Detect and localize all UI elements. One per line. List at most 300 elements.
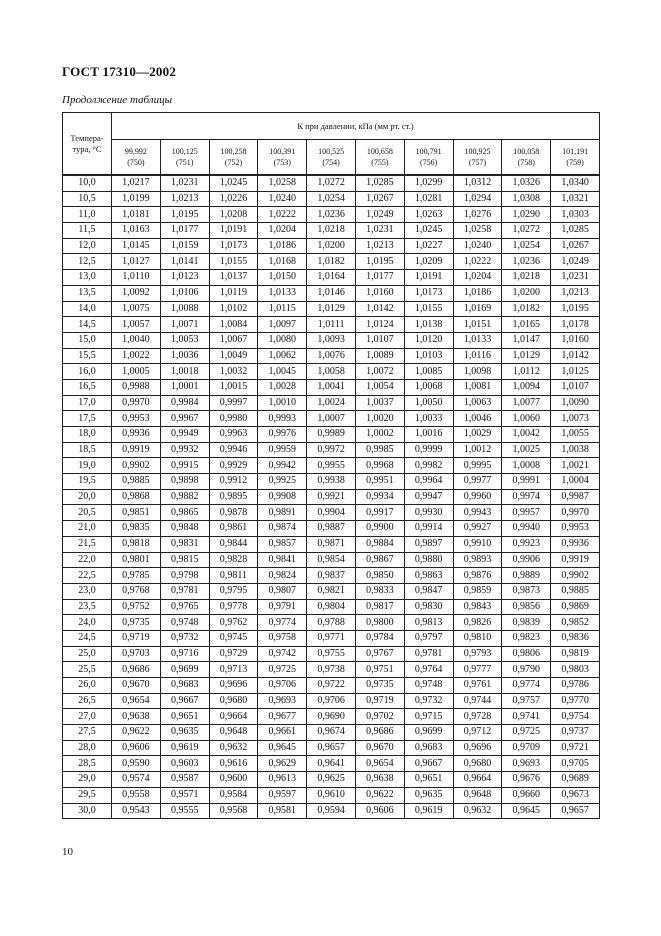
factor-value-cell: 0,9874	[258, 521, 307, 537]
table-row	[63, 427, 600, 443]
factor-value-cell: 0,9878	[209, 505, 258, 521]
factor-value-cell: 1,0204	[258, 223, 307, 239]
factor-value-cell: 0,9953	[112, 411, 161, 427]
factor-value-cell: 0,9793	[453, 646, 502, 662]
factor-value-cell: 0,9837	[307, 568, 356, 584]
factor-value-cell: 1,0191	[404, 270, 453, 286]
temperature-cell: 17,5	[63, 411, 112, 427]
table-row	[63, 678, 600, 694]
factor-value-cell: 0,9921	[307, 489, 356, 505]
temperature-cell: 21,5	[63, 536, 112, 552]
factor-value-cell: 0,9957	[502, 505, 551, 521]
factor-value-cell: 0,9785	[112, 568, 161, 584]
factor-value-cell: 0,9960	[453, 489, 502, 505]
factor-value-cell: 1,0147	[502, 332, 551, 348]
pressure-mmhg-label: (757)	[468, 158, 487, 167]
temperature-cell: 11,5	[63, 223, 112, 239]
factor-value-cell: 0,9895	[209, 489, 258, 505]
factor-value-cell: 1,0015	[209, 379, 258, 395]
factor-value-cell: 1,0240	[453, 238, 502, 254]
factor-value-cell: 1,0072	[355, 364, 404, 380]
factor-value-cell: 0,9917	[355, 505, 404, 521]
factor-value-cell: 0,9571	[160, 787, 209, 803]
temperature-cell: 26,0	[63, 678, 112, 694]
factor-value-cell: 1,0004	[551, 474, 600, 490]
factor-value-cell: 1,0088	[160, 301, 209, 317]
factor-value-cell: 1,0133	[258, 285, 307, 301]
factor-value-cell: 0,9841	[258, 552, 307, 568]
factor-value-cell: 1,0159	[160, 238, 209, 254]
factor-value-cell: 0,9758	[258, 630, 307, 646]
factor-value-cell: 0,9955	[307, 458, 356, 474]
pressure-column-header	[258, 140, 307, 176]
factor-value-cell: 1,0160	[355, 285, 404, 301]
pressure-kpa-label: 100,525	[318, 147, 345, 156]
factor-value-cell: 0,9885	[551, 583, 600, 599]
factor-value-cell: 0,9555	[160, 803, 209, 819]
factor-value-cell: 1,0267	[551, 238, 600, 254]
factor-value-cell: 1,0080	[258, 332, 307, 348]
factor-value-cell: 0,9709	[502, 740, 551, 756]
factor-value-cell: 0,9824	[258, 568, 307, 584]
factor-value-cell: 1,0285	[551, 223, 600, 239]
factor-value-cell: 0,9999	[404, 442, 453, 458]
factor-value-cell: 0,9638	[355, 772, 404, 788]
factor-value-cell: 1,0142	[355, 301, 404, 317]
factor-value-cell: 0,9674	[307, 725, 356, 741]
factor-value-cell: 1,0191	[209, 223, 258, 239]
factor-value-cell: 0,9777	[453, 662, 502, 678]
factor-value-cell: 1,0016	[404, 427, 453, 443]
factor-value-cell: 1,0054	[355, 379, 404, 395]
factor-value-cell: 0,9677	[258, 709, 307, 725]
factor-value-cell: 0,9790	[502, 662, 551, 678]
factor-value-cell: 1,0218	[307, 223, 356, 239]
factor-value-cell: 0,9742	[258, 646, 307, 662]
factor-value-cell: 1,0103	[404, 348, 453, 364]
factor-value-cell: 1,0340	[551, 175, 600, 191]
table-row	[63, 552, 600, 568]
factor-value-cell: 0,9606	[112, 740, 161, 756]
factor-value-cell: 0,9942	[258, 458, 307, 474]
factor-value-cell: 0,9735	[112, 615, 161, 631]
factor-value-cell: 0,9826	[453, 615, 502, 631]
page-number: 10	[62, 846, 73, 858]
factor-value-cell: 1,0018	[160, 364, 209, 380]
factor-value-cell: 0,9660	[502, 787, 551, 803]
factor-value-cell: 1,0046	[453, 411, 502, 427]
pressure-column-header	[160, 140, 209, 176]
temperature-cell: 15,5	[63, 348, 112, 364]
factor-value-cell: 0,9699	[160, 662, 209, 678]
factor-value-cell: 0,9817	[355, 599, 404, 615]
factor-value-cell: 0,9932	[160, 442, 209, 458]
factor-value-cell: 1,0254	[502, 238, 551, 254]
table-row	[63, 317, 600, 333]
table-row	[63, 489, 600, 505]
factor-value-cell: 0,9558	[112, 787, 161, 803]
pressure-mmhg-label: (756)	[420, 158, 438, 167]
factor-value-cell: 1,0195	[551, 301, 600, 317]
factor-value-cell: 0,9654	[355, 756, 404, 772]
factor-value-cell: 0,9844	[209, 536, 258, 552]
factor-value-cell: 0,9690	[307, 709, 356, 725]
factor-value-cell: 0,9737	[551, 725, 600, 741]
factor-value-cell: 0,9798	[160, 568, 209, 584]
pressure-kpa-label: 100,058	[513, 147, 540, 156]
factor-value-cell: 1,0164	[307, 270, 356, 286]
factor-value-cell: 0,9744	[453, 693, 502, 709]
table-row	[63, 442, 600, 458]
pressure-kpa-label: 100,791	[415, 147, 442, 156]
temperature-cell: 21,0	[63, 521, 112, 537]
factor-value-cell: 0,9873	[502, 583, 551, 599]
temperature-cell: 13,0	[63, 270, 112, 286]
factor-value-cell: 1,0022	[112, 348, 161, 364]
table-row	[63, 301, 600, 317]
factor-value-cell: 0,9683	[160, 678, 209, 694]
factor-value-cell: 0,9735	[355, 678, 404, 694]
document-title: ГОСТ 17310—2002	[62, 64, 177, 79]
factor-value-cell: 0,9667	[404, 756, 453, 772]
factor-value-cell: 0,9648	[209, 725, 258, 741]
table-row	[63, 254, 600, 270]
factor-value-cell: 0,9930	[404, 505, 453, 521]
factor-value-cell: 0,9757	[502, 693, 551, 709]
factor-value-cell: 0,9835	[112, 521, 161, 537]
factor-value-cell: 0,9765	[160, 599, 209, 615]
factor-value-cell: 1,0245	[404, 223, 453, 239]
table-row	[63, 223, 600, 239]
factor-value-cell: 0,9819	[551, 646, 600, 662]
factor-value-cell: 0,9712	[453, 725, 502, 741]
factor-value-cell: 0,9648	[453, 787, 502, 803]
factor-value-cell: 0,9625	[307, 772, 356, 788]
factor-value-cell: 1,0263	[404, 207, 453, 223]
factor-value-cell: 0,9940	[502, 521, 551, 537]
temperature-cell: 14,5	[63, 317, 112, 333]
factor-value-cell: 1,0236	[307, 207, 356, 223]
factor-value-cell: 0,9854	[307, 552, 356, 568]
factor-value-cell: 1,0055	[551, 427, 600, 443]
factor-value-cell: 0,9804	[307, 599, 356, 615]
table-row	[63, 568, 600, 584]
factor-value-cell: 0,9848	[160, 521, 209, 537]
factor-value-cell: 1,0272	[307, 175, 356, 191]
factor-value-cell: 1,0285	[355, 175, 404, 191]
factor-value-cell: 1,0038	[551, 442, 600, 458]
factor-value-cell: 0,9946	[209, 442, 258, 458]
factor-value-cell: 0,9725	[258, 662, 307, 678]
factor-value-cell: 0,9902	[551, 568, 600, 584]
factor-value-cell: 1,0186	[453, 285, 502, 301]
factor-value-cell: 1,0236	[502, 254, 551, 270]
factor-value-cell: 1,0168	[258, 254, 307, 270]
table-header	[63, 113, 600, 176]
factor-value-cell: 0,9919	[112, 442, 161, 458]
factor-value-cell: 1,0195	[355, 254, 404, 270]
factor-value-cell: 0,9610	[307, 787, 356, 803]
factor-value-cell: 0,9900	[355, 521, 404, 537]
factor-value-cell: 0,9680	[209, 693, 258, 709]
pressure-column-header	[404, 140, 453, 176]
factor-value-cell: 1,0312	[453, 175, 502, 191]
factor-value-cell: 0,9645	[502, 803, 551, 819]
factor-value-cell: 1,0303	[551, 207, 600, 223]
table-row	[63, 693, 600, 709]
factor-value-cell: 1,0077	[502, 395, 551, 411]
factor-value-cell: 1,0129	[502, 348, 551, 364]
header-row-pressures	[63, 140, 600, 176]
table-row	[63, 630, 600, 646]
factor-value-cell: 0,9693	[502, 756, 551, 772]
factor-value-cell: 1,0107	[355, 332, 404, 348]
temperature-cell: 17,0	[63, 395, 112, 411]
table-row	[63, 395, 600, 411]
factor-value-cell: 1,0125	[551, 364, 600, 380]
factor-value-cell: 1,0001	[160, 379, 209, 395]
pressure-column-header	[453, 140, 502, 176]
factor-value-cell: 1,0299	[404, 175, 453, 191]
table-row	[63, 803, 600, 819]
factor-value-cell: 0,9689	[551, 772, 600, 788]
factor-value-cell: 0,9953	[551, 521, 600, 537]
factor-value-cell: 0,9752	[112, 599, 161, 615]
factor-value-cell: 1,0008	[502, 458, 551, 474]
factor-value-cell: 1,0085	[404, 364, 453, 380]
factor-value-cell: 0,9664	[209, 709, 258, 725]
factor-value-cell: 0,9729	[209, 646, 258, 662]
factor-value-cell: 1,0089	[355, 348, 404, 364]
temperature-cell: 18,5	[63, 442, 112, 458]
factor-value-cell: 0,9748	[160, 615, 209, 631]
factor-value-cell: 0,9613	[258, 772, 307, 788]
factor-value-cell: 1,0067	[209, 332, 258, 348]
factor-value-cell: 1,0111	[307, 317, 356, 333]
factor-value-cell: 0,9831	[160, 536, 209, 552]
temperature-cell: 25,5	[63, 662, 112, 678]
factor-value-cell: 0,9807	[258, 583, 307, 599]
pressure-kpa-label: 100,125	[171, 147, 198, 156]
factor-value-cell: 0,9904	[307, 505, 356, 521]
factor-value-cell: 0,9984	[160, 395, 209, 411]
factor-value-cell: 0,9686	[355, 725, 404, 741]
factor-value-cell: 0,9657	[551, 803, 600, 819]
factor-value-cell: 0,9929	[209, 458, 258, 474]
factor-value-cell: 1,0119	[209, 285, 258, 301]
factor-value-cell: 0,9867	[355, 552, 404, 568]
factor-value-cell: 0,9801	[112, 552, 161, 568]
factor-value-cell: 1,0173	[209, 238, 258, 254]
factor-value-cell: 0,9893	[453, 552, 502, 568]
factor-value-cell: 0,9914	[404, 521, 453, 537]
table-row	[63, 379, 600, 395]
factor-value-cell: 0,9702	[355, 709, 404, 725]
factor-value-cell: 0,9988	[112, 379, 161, 395]
factor-value-cell: 0,9919	[551, 552, 600, 568]
factor-value-cell: 0,9603	[160, 756, 209, 772]
factor-value-cell: 1,0254	[307, 191, 356, 207]
factor-value-cell: 0,9976	[258, 427, 307, 443]
factor-value-cell: 0,9868	[112, 489, 161, 505]
factor-value-cell: 1,0200	[307, 238, 356, 254]
factor-value-cell: 1,0155	[209, 254, 258, 270]
factor-value-cell: 0,9851	[112, 505, 161, 521]
factor-value-cell: 0,9800	[355, 615, 404, 631]
factor-value-cell: 0,9936	[112, 427, 161, 443]
factor-value-cell: 0,9788	[307, 615, 356, 631]
temperature-cell: 22,5	[63, 568, 112, 584]
factor-value-cell: 1,0041	[307, 379, 356, 395]
factor-value-cell: 1,0012	[453, 442, 502, 458]
factor-value-cell: 0,9751	[355, 662, 404, 678]
table-row	[63, 740, 600, 756]
temperature-cell: 24,0	[63, 615, 112, 631]
pressure-kpa-label: 100,925	[464, 147, 491, 156]
factor-value-cell: 0,9728	[453, 709, 502, 725]
factor-value-cell: 1,0182	[502, 301, 551, 317]
factor-value-cell: 1,0231	[551, 270, 600, 286]
temperature-header-label: Темпера- тура, °С	[70, 132, 104, 154]
factor-value-cell: 0,9657	[307, 740, 356, 756]
factor-value-cell: 0,9764	[404, 662, 453, 678]
factor-value-cell: 1,0025	[502, 442, 551, 458]
factor-value-cell: 0,9719	[112, 630, 161, 646]
factor-value-cell: 0,9850	[355, 568, 404, 584]
temperature-cell: 19,0	[63, 458, 112, 474]
factor-value-cell: 0,9693	[258, 693, 307, 709]
factor-value-cell: 0,9600	[209, 772, 258, 788]
factor-value-cell: 1,0155	[404, 301, 453, 317]
factor-value-cell: 0,9543	[112, 803, 161, 819]
factor-value-cell: 0,9985	[355, 442, 404, 458]
factor-value-cell: 1,0020	[355, 411, 404, 427]
pressure-kpa-label: 100,391	[269, 147, 296, 156]
factor-value-cell: 1,0160	[551, 332, 600, 348]
factor-value-cell: 0,9581	[258, 803, 307, 819]
factor-value-cell: 0,9771	[307, 630, 356, 646]
temperature-cell: 29,0	[63, 772, 112, 788]
factor-value-cell: 1,0040	[112, 332, 161, 348]
factor-value-cell: 0,9713	[209, 662, 258, 678]
factor-value-cell: 0,9568	[209, 803, 258, 819]
factor-value-cell: 1,0036	[160, 348, 209, 364]
factor-value-cell: 0,9629	[258, 756, 307, 772]
factor-value-cell: 1,0097	[258, 317, 307, 333]
factor-value-cell: 0,9791	[258, 599, 307, 615]
pressure-column-header	[112, 140, 161, 176]
factor-value-cell: 1,0249	[551, 254, 600, 270]
factor-value-cell: 1,0110	[112, 270, 161, 286]
factor-value-cell: 1,0200	[502, 285, 551, 301]
factor-value-cell: 0,9863	[404, 568, 453, 584]
table-row	[63, 270, 600, 286]
factor-value-cell: 0,9696	[453, 740, 502, 756]
factor-value-cell: 0,9721	[551, 740, 600, 756]
temperature-column-header	[63, 113, 112, 176]
table-row	[63, 772, 600, 788]
factor-value-cell: 1,0169	[453, 301, 502, 317]
temperature-cell: 27,5	[63, 725, 112, 741]
pressure-column-header	[209, 140, 258, 176]
factor-value-cell: 1,0249	[355, 207, 404, 223]
table-row	[63, 583, 600, 599]
factor-value-cell: 1,0231	[355, 223, 404, 239]
factor-value-cell: 1,0094	[502, 379, 551, 395]
factor-value-cell: 0,9670	[112, 678, 161, 694]
factor-value-cell: 0,9778	[209, 599, 258, 615]
factor-value-cell: 1,0173	[404, 285, 453, 301]
temperature-cell: 27,0	[63, 709, 112, 725]
factor-value-cell: 1,0195	[160, 207, 209, 223]
factor-value-cell: 0,9606	[355, 803, 404, 819]
table-row	[63, 725, 600, 741]
temperature-cell: 12,5	[63, 254, 112, 270]
table-row	[63, 332, 600, 348]
factor-value-cell: 1,0098	[453, 364, 502, 380]
factor-value-cell: 1,0021	[551, 458, 600, 474]
table-row	[63, 521, 600, 537]
temperature-cell: 14,0	[63, 301, 112, 317]
factor-value-cell: 1,0028	[258, 379, 307, 395]
factor-value-cell: 1,0182	[307, 254, 356, 270]
pressure-kpa-label: 100,658	[366, 147, 393, 156]
factor-value-cell: 0,9823	[502, 630, 551, 646]
factor-value-cell: 0,9815	[160, 552, 209, 568]
factor-value-cell: 1,0063	[453, 395, 502, 411]
factor-value-cell: 1,0258	[453, 223, 502, 239]
factor-value-cell: 1,0124	[355, 317, 404, 333]
pressure-column-header	[551, 140, 600, 176]
factor-value-cell: 0,9949	[160, 427, 209, 443]
factor-value-cell: 0,9703	[112, 646, 161, 662]
factor-value-cell: 0,9635	[404, 787, 453, 803]
factor-value-cell: 1,0120	[404, 332, 453, 348]
pressure-kpa-label: 99,992	[124, 147, 147, 156]
factor-value-cell: 0,9667	[160, 693, 209, 709]
pressure-mmhg-label: (750)	[127, 158, 145, 167]
factor-value-cell: 0,9651	[160, 709, 209, 725]
factor-value-cell: 0,9732	[160, 630, 209, 646]
factor-value-cell: 0,9706	[258, 678, 307, 694]
factor-value-cell: 1,0227	[404, 238, 453, 254]
factor-value-cell: 0,9803	[551, 662, 600, 678]
temperature-cell: 15,0	[63, 332, 112, 348]
factor-value-cell: 1,0090	[551, 395, 600, 411]
factor-value-cell: 0,9754	[551, 709, 600, 725]
factor-value-cell: 1,0208	[209, 207, 258, 223]
factor-value-cell: 1,0116	[453, 348, 502, 364]
factor-value-cell: 1,0007	[307, 411, 356, 427]
factor-value-cell: 0,9977	[453, 474, 502, 490]
factor-value-cell: 1,0084	[209, 317, 258, 333]
factor-value-cell: 0,9673	[551, 787, 600, 803]
factor-value-cell: 0,9865	[160, 505, 209, 521]
factor-value-cell: 0,9680	[453, 756, 502, 772]
factor-value-cell: 0,9910	[453, 536, 502, 552]
factor-value-cell: 1,0217	[112, 175, 161, 191]
factor-value-cell: 1,0272	[502, 223, 551, 239]
table-row	[63, 787, 600, 803]
factor-value-cell: 1,0037	[355, 395, 404, 411]
factor-value-cell: 0,9857	[258, 536, 307, 552]
table-continued-caption: Продолжение таблицы	[62, 94, 173, 106]
factor-value-cell: 0,9852	[551, 615, 600, 631]
factor-value-cell: 0,9861	[209, 521, 258, 537]
factor-value-cell: 0,9839	[502, 615, 551, 631]
factor-value-cell: 1,0321	[551, 191, 600, 207]
factor-value-cell: 1,0029	[453, 427, 502, 443]
